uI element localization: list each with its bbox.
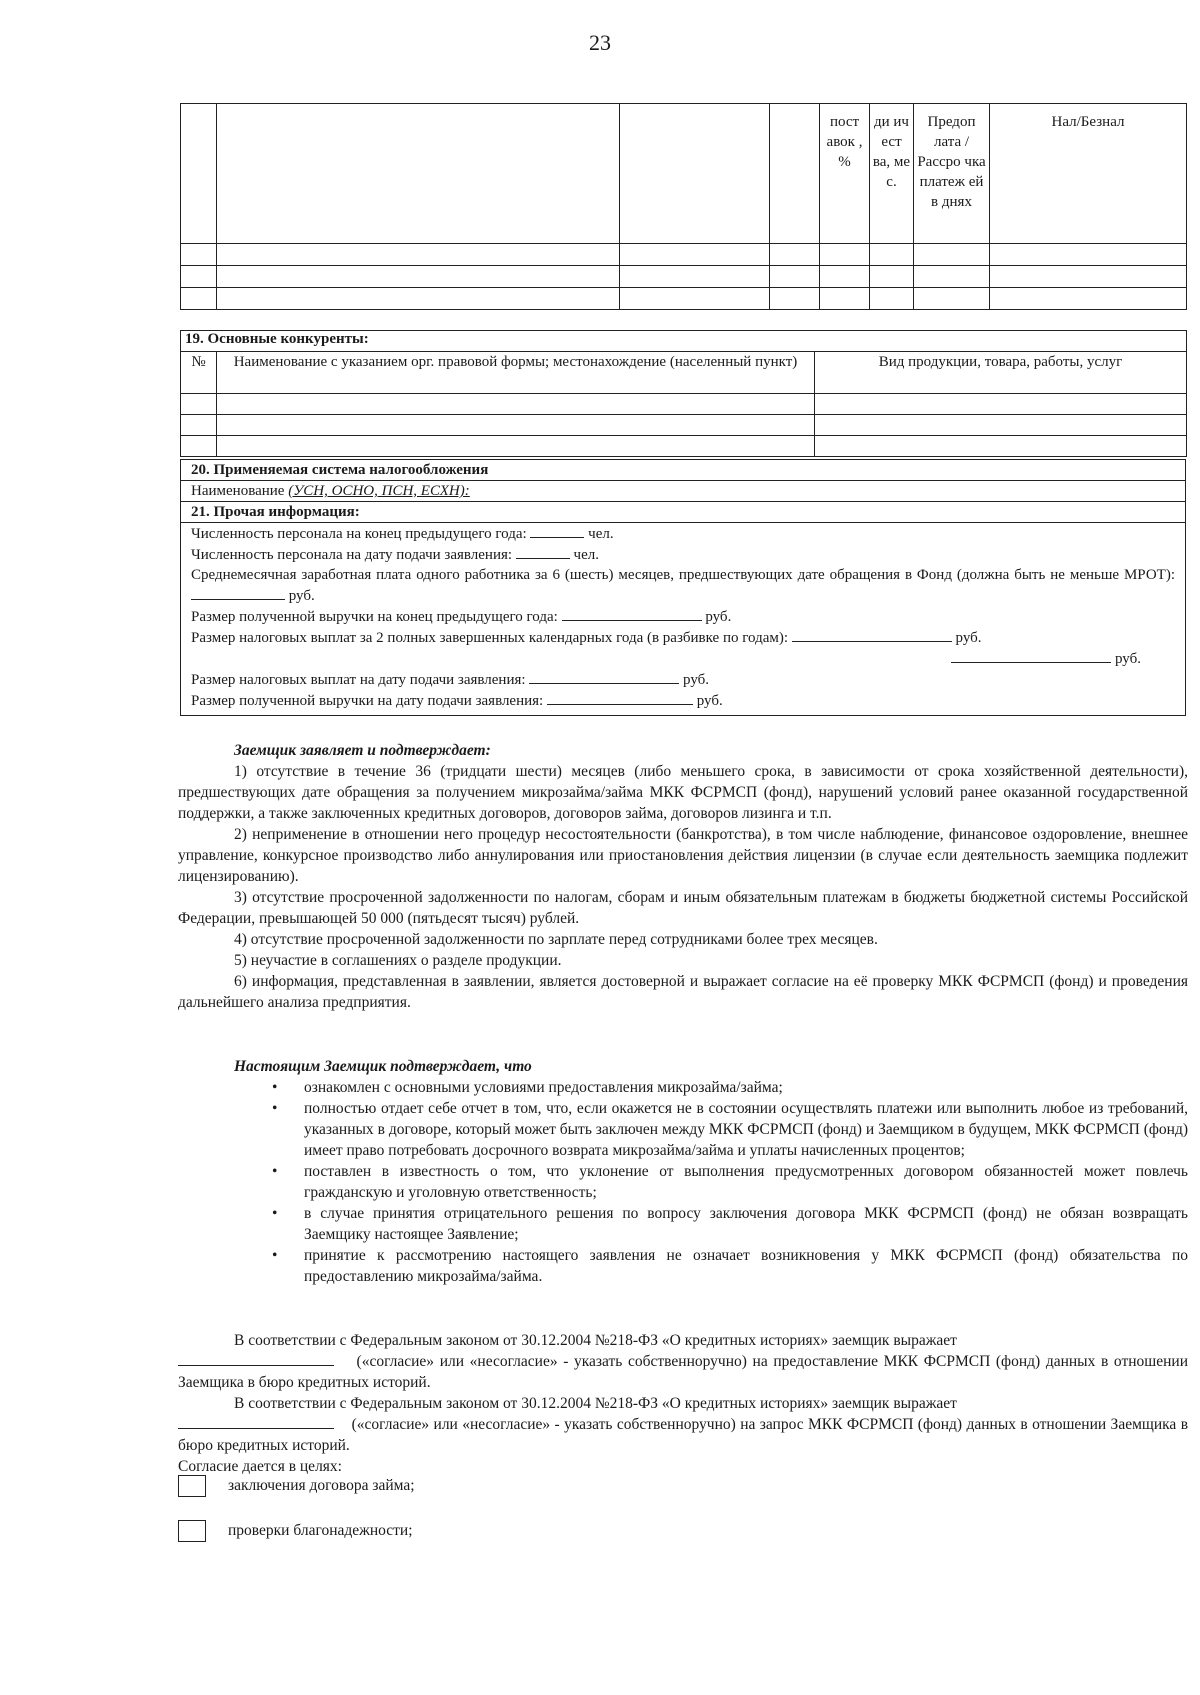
declaration-heading: Заемщик заявляет и подтверждает: — [234, 742, 491, 759]
consent-paragraph-1: В соответствии с Федеральным законом от 30.12.2004 №218-ФЗ «О кредитных историях» заемщик выражает («согласие» или «несогласие» - указать собственноручно) на предоставление МКК ФСРМСП (фонд) данных в отношении Заемщика в бюро кредитных историй. — [178, 1332, 1188, 1391]
cell-blank — [770, 104, 820, 244]
declaration-item: 2) неприменение в отношении него процедур несостоятельности (банкротства), в том числе наблюдение, финансовое оздоровление, внешнее управление, конкурсное производство либо аннулирования или приостановления действия лицензии (в случае если деятельность заемщика подлежит лицензированию). — [178, 826, 1188, 885]
header-prepay-pct: пост авок , % — [820, 104, 870, 244]
bullet-icon: • — [272, 1100, 278, 1117]
revenue-prev-year-field[interactable]: Размер полученной выручки на конец предыдущего года: руб. — [191, 606, 1175, 627]
competitors-table — [180, 330, 1187, 457]
cell-blank — [217, 104, 620, 244]
tax-and-info-table — [180, 459, 1186, 716]
declaration-block — [178, 740, 1188, 1013]
section-21-title: 21. Прочая информация: — [181, 502, 1186, 523]
table-row — [181, 288, 1187, 310]
section-19-title: 19. Основные конкуренты: — [181, 331, 1187, 352]
page-number: 23 — [589, 30, 611, 55]
header-competitor-name: Наименование с указанием орг. правовой формы; местонахождение (населенный пункт) — [217, 352, 815, 394]
consent-block — [178, 1330, 1188, 1477]
tax-two-years-field[interactable]: Размер налоговых выплат за 2 полных завершенных календарных года (в разбивке по годам): руб. — [191, 627, 1175, 648]
cell-blank — [620, 104, 770, 244]
header-payment-terms: Предоп лата / Рассро чка платеж ей в днях — [914, 104, 990, 244]
confirmation-heading: Настоящим Заемщик подтверждает, что — [234, 1058, 532, 1075]
header-period: ди ич ест ва, ме с. — [870, 104, 914, 244]
consent-purposes-label: Согласие дается в целях: — [178, 1458, 342, 1475]
consent-field-1[interactable] — [178, 1351, 334, 1366]
declaration-item: 6) информация, представленная в заявлении, является достоверной и выражает согласие на её проверку МКК ФСРМСП (фонд) и проведения дальнейшего анализа предприятия. — [178, 973, 1188, 1011]
bullet-icon: • — [272, 1205, 278, 1222]
table-row — [181, 436, 1187, 457]
checkbox[interactable] — [178, 1475, 206, 1497]
staff-prev-year-field[interactable]: Численность персонала на конец предыдущего года: чел. — [191, 523, 1175, 544]
list-item: • ознакомлен с основными условиями предоставления микрозайма/займа; — [272, 1079, 783, 1096]
revenue-now-field[interactable]: Размер полученной выручки на дату подачи заявления: руб. — [191, 690, 1175, 711]
bullet-icon: • — [272, 1247, 278, 1264]
declaration-item: 5) неучастие в соглашениях о разделе продукции. — [234, 952, 562, 969]
partners-table — [180, 103, 1187, 310]
tax-now-field[interactable]: Размер налоговых выплат на дату подачи заявления: руб. — [191, 669, 1175, 690]
consent-paragraph-2: В соответствии с Федеральным законом от 30.12.2004 №218-ФЗ «О кредитных историях» заемщик выражает («согласие» или «несогласие» - указать собственноручно) на запрос МКК ФСРМСП (фонд) данных в отношении Заемщика в бюро кредитных историй. — [178, 1395, 1189, 1454]
header-number: № — [181, 352, 217, 394]
table-row — [181, 394, 1187, 415]
table-row — [181, 415, 1187, 436]
table-row — [181, 244, 1187, 266]
tax-two-years-field-2[interactable]: руб. — [191, 648, 1175, 669]
declaration-item: 1) отсутствие в течение 36 (тридцати шести) месяцев (либо меньшего срока, в зависимости от срока хозяйственной деятельности), предшествующих дате обращения за получением микрозайма/займа МКК ФСРМСП (фонд), нарушений условий ранее оказанной государственной поддержки, а также заключенных кредитных договоров, договоров займа, договоров лизинга и т.п. — [178, 763, 1188, 822]
bullet-icon: • — [272, 1163, 278, 1180]
consent-option-loan[interactable]: заключения договора займа; — [178, 1475, 415, 1497]
checkbox[interactable] — [178, 1520, 206, 1542]
consent-option-reliability[interactable]: проверки благонадежности; — [178, 1520, 413, 1542]
declaration-item: 3) отсутствие просроченной задолженности по налогам, сборам и иным обязательным платежам в бюджеты бюджетной системы Российской Федерации, превышающей 50 000 (пятьдесят тысяч) рублей. — [178, 889, 1188, 927]
header-payment-type: Нал/Безнал — [990, 104, 1187, 244]
table-row — [181, 266, 1187, 288]
list-item: • принятие к рассмотрению настоящего заявления не означает возникновения у МКК ФСРМСП (фонд) обязательства по предоставлению микрозайма/займа. — [272, 1247, 1188, 1285]
header-products: Вид продукции, товара, работы, услуг — [815, 352, 1187, 394]
declaration-item: 4) отсутствие просроченной задолженности по зарплате перед сотрудниками более трех месяцев. — [234, 931, 878, 948]
tax-system-field[interactable]: Наименование (УСН, ОСНО, ПСН, ЕСХН): — [181, 481, 1186, 502]
section-20-title: 20. Применяемая система налогообложения — [181, 460, 1186, 481]
confirmation-block — [178, 1056, 1188, 1287]
list-item: • полностью отдает себе отчет в том, что, если окажется не в состоянии осуществлять платежи или выполнить любое из требований, указанных в договоре, который может быть заключен между МКК ФСРМСП (фонд) и Заемщиком в будущем, МКК ФСРМСП (фонд) имеет право потребовать досрочного возврата микрозайма/займа и уплаты начисленных процентов; — [272, 1100, 1188, 1159]
cell-blank — [181, 104, 217, 244]
list-item: • поставлен в известность о том, что уклонение от выполнения предусмотренных договором обязанностей может повлечь гражданскую и уголовную ответственность; — [272, 1163, 1188, 1201]
list-item: • в случае принятия отрицательного решения по вопросу заключения договора МКК ФСРМСП (фонд) не обязан возвращать Заемщику настоящее Заявление; — [272, 1205, 1188, 1243]
consent-field-2[interactable] — [178, 1414, 334, 1429]
other-info-block — [181, 523, 1186, 716]
bullet-icon: • — [272, 1079, 278, 1096]
avg-salary-field[interactable]: Среднемесячная заработная плата одного работника за 6 (шесть) месяцев, предшествующих дате обращения в Фонд (должна быть не меньше МРОТ): руб. — [191, 567, 1175, 604]
staff-now-field[interactable]: Численность персонала на дату подачи заявления: чел. — [191, 544, 1175, 565]
